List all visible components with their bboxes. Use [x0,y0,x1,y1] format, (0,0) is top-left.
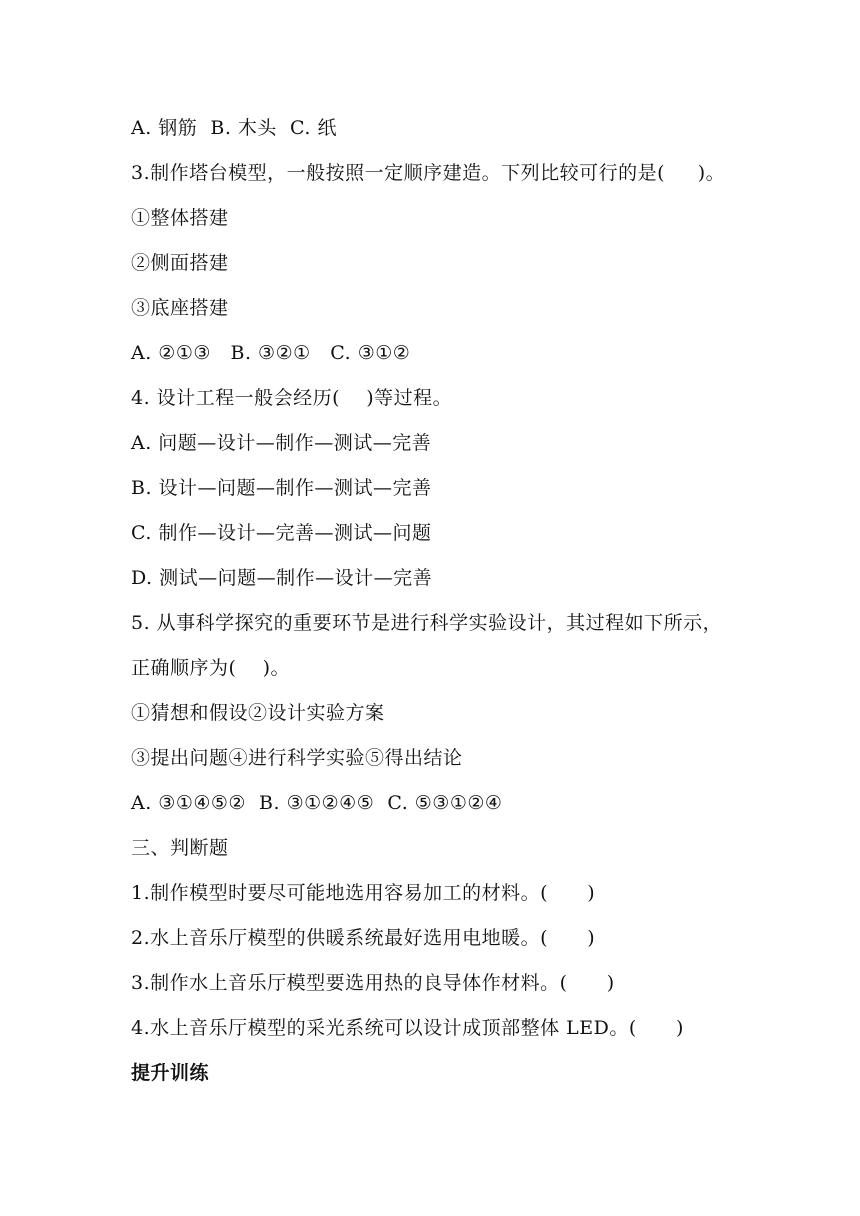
judgement-item-4: 4.水上音乐厅模型的采光系统可以设计成顶部整体 LED。( ) [131,1017,684,1039]
judgement-item-2: 2.水上音乐厅模型的供暖系统最好选用电地暖。( ) [131,927,596,949]
q3-stem: 3.制作塔台模型，一般按照一定顺序建造。下列比较可行的是( )。 [131,162,726,184]
q4-option-b: B. 设计—问题—制作—测试—完善 [131,477,432,499]
judgement-item-1: 1.制作模型时要尽可能地选用容易加工的材料。( ) [131,882,596,904]
section-heading-judgement: 三、判断题 [131,837,229,859]
q2-options: A. 钢筋 B. 木头 C. 纸 [131,117,337,139]
q4-stem: 4. 设计工程一般会经历( )等过程。 [131,387,453,409]
q3-step-1: ①整体搭建 [131,207,229,229]
q3-step-3: ③底座搭建 [131,297,229,319]
judgement-item-3: 3.制作水上音乐厅模型要选用热的良导体作材料。( ) [131,972,615,994]
q4-option-c: C. 制作—设计—完善—测试—问题 [131,522,432,544]
section-heading-advanced-training: 提升训练 [131,1062,210,1084]
q5-stem-line-2: 正确顺序为( )。 [131,657,290,679]
q3-options: A. ②①③ B. ③②① C. ③①② [131,342,411,364]
q3-step-2: ②侧面搭建 [131,252,229,274]
q5-options: A. ③①④⑤② B. ③①②④⑤ C. ⑤③①②④ [131,792,503,814]
q4-option-d: D. 测试—问题—制作—设计—完善 [131,567,433,589]
q4-option-a: A. 问题—设计—制作—测试—完善 [131,432,432,454]
q5-steps-line-1: ①猜想和假设②设计实验方案 [131,702,385,724]
q5-steps-line-2: ③提出问题④进行科学实验⑤得出结论 [131,747,463,769]
q5-stem-line-1: 5. 从事科学探究的重要环节是进行科学实验设计，其过程如下所示， [131,612,723,634]
